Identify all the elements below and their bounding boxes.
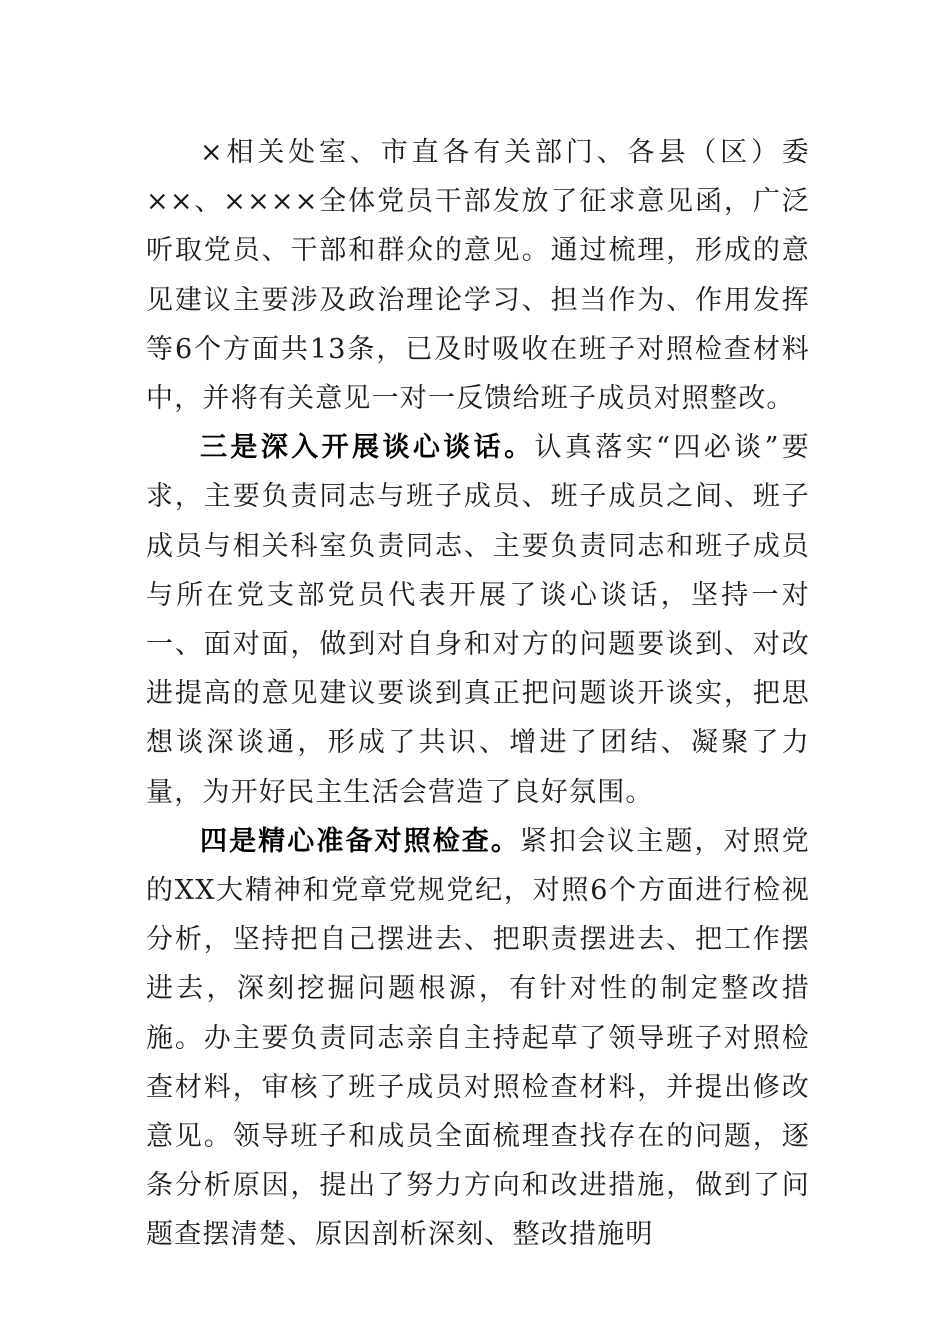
paragraph-text: 认真落实“四必谈”要求，主要负责同志与班子成员、班子成员之间、班子成员与相关科室负责同志、主要负责同志和班子成员与所在党支部党员代表开展了谈心谈话，坚持一对一、面对面，做到对自身和对方的问题要谈到、对改进提高的意见建议要谈到真正把问题谈开谈实，把思想谈深谈通，形成了共识、增进了团结、凝聚了力量，为开好民主生活会营造了良好氛围。 [146,432,811,808]
paragraph-text: ×相关处室、市直各有关部门、各县（区）委××、××××全体党员干部发放了征求意见函，广泛听取党员、干部和群众的意见。通过梳理，形成的意见建议主要涉及政治理论学习、担当作为、作用发挥等6个方面共13条，已及时吸收在班子对照检查材料中，并将有关意见一对一反馈给班子成员对照整改。 [146,137,810,415]
paragraph-text: 紧扣会议主题，对照党的XX大精神和党章党规党纪，对照6个方面进行检视分析，坚持把自己摆进去、把职责摆进去、把工作摆进去，深刻挖掘问题根源，有针对性的制定整改措施。办主要负责同志亲自主持起草了领导班子对照检查材料，审核了班子成员对照检查材料，并提出修改意见。领导班子和成员全面梳理查找存在的问题，逐条分析原因，提出了努力方向和改进措施，做到了问题查摆清楚、原因剖析深刻、整改措施明 [146,825,811,1251]
body-text [146,128,810,1260]
paragraph-inspection [146,817,810,1260]
paragraph-continuation [146,128,810,423]
paragraph-lead: 三是深入开展谈心谈话。 [200,432,535,464]
paragraph-talks [146,423,810,817]
paragraph-lead: 四是精心准备对照检查。 [200,825,520,857]
